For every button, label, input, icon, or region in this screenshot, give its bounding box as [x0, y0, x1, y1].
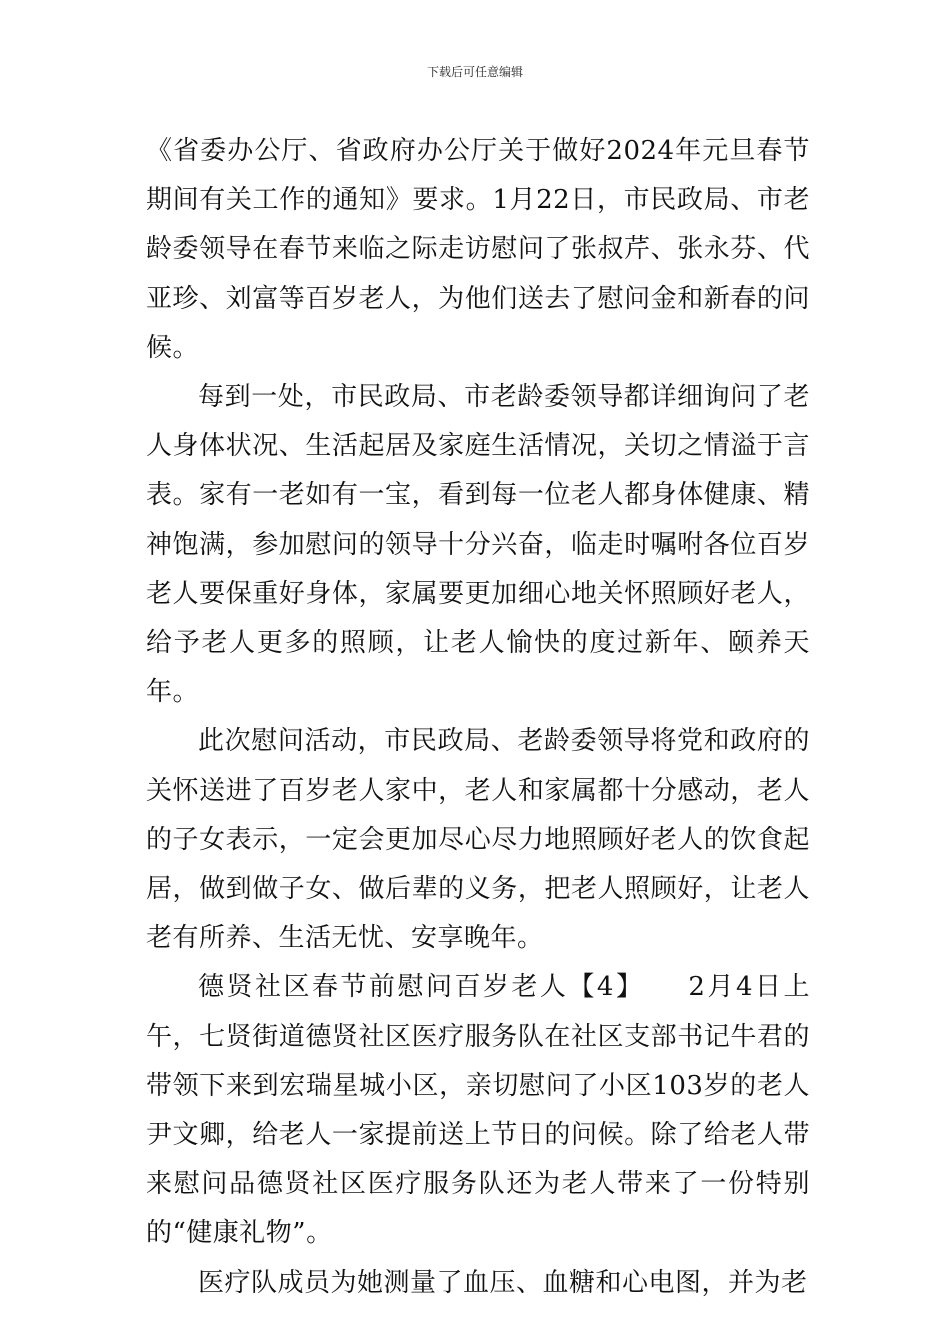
paragraph-4: 德贤社区春节前慰问百岁老人【4】 2月4日上午，七贤街道德贤社区医疗服务队在社区支部书记牛君的带领下来到宏瑞星城小区，亲切慰问了小区103岁的老人尹文卿，给老人一家提前送上节日的问候。除了给老人带来慰问品德贤社区医疗服务队还为老人带来了一份特别的“健康礼物”。: [146, 972, 810, 1249]
paragraph-3: 此次慰问活动，市民政局、老龄委领导将党和政府的关怀送进了百岁老人家中，老人和家属都十分感动，老人的子女表示，一定会更加尽心尽力地照顾好老人的饮食起居，做到做子女、做后辈的义务，把老人照顾好，让老人老有所养、生活无忧、安享晚年。: [146, 726, 810, 954]
paragraph-1: 《省委办公厅、省政府办公厅关于做好2024年元旦春节期间有关工作的通知》要求。1月22日，市民政局、市老龄委领导在春节来临之际走访慰问了张叔芹、张永芬、代亚珍、刘富等百岁老人，为他们送去了慰问金和新春的问候。: [146, 136, 810, 363]
document-body: [146, 127, 810, 1308]
paragraph-2: 每到一处，市民政局、市老龄委领导都详细询问了老人身体状况、生活起居及家庭生活情况，关切之情溢于言表。家有一老如有一宝，看到每一位老人都身体健康、精神饱满，参加慰问的领导十分兴奋，临走时嘱咐各位百岁老人要保重好身体，家属要更加细心地关怀照顾好老人，给予老人更多的照顾，让老人愉快的度过新年、颐养天年。: [146, 382, 810, 708]
paragraph-5: 医疗队成员为她测量了血压、血糖和心电图，并为老: [198, 1267, 808, 1298]
page-header-note: 下载后可任意编辑: [426, 65, 523, 79]
